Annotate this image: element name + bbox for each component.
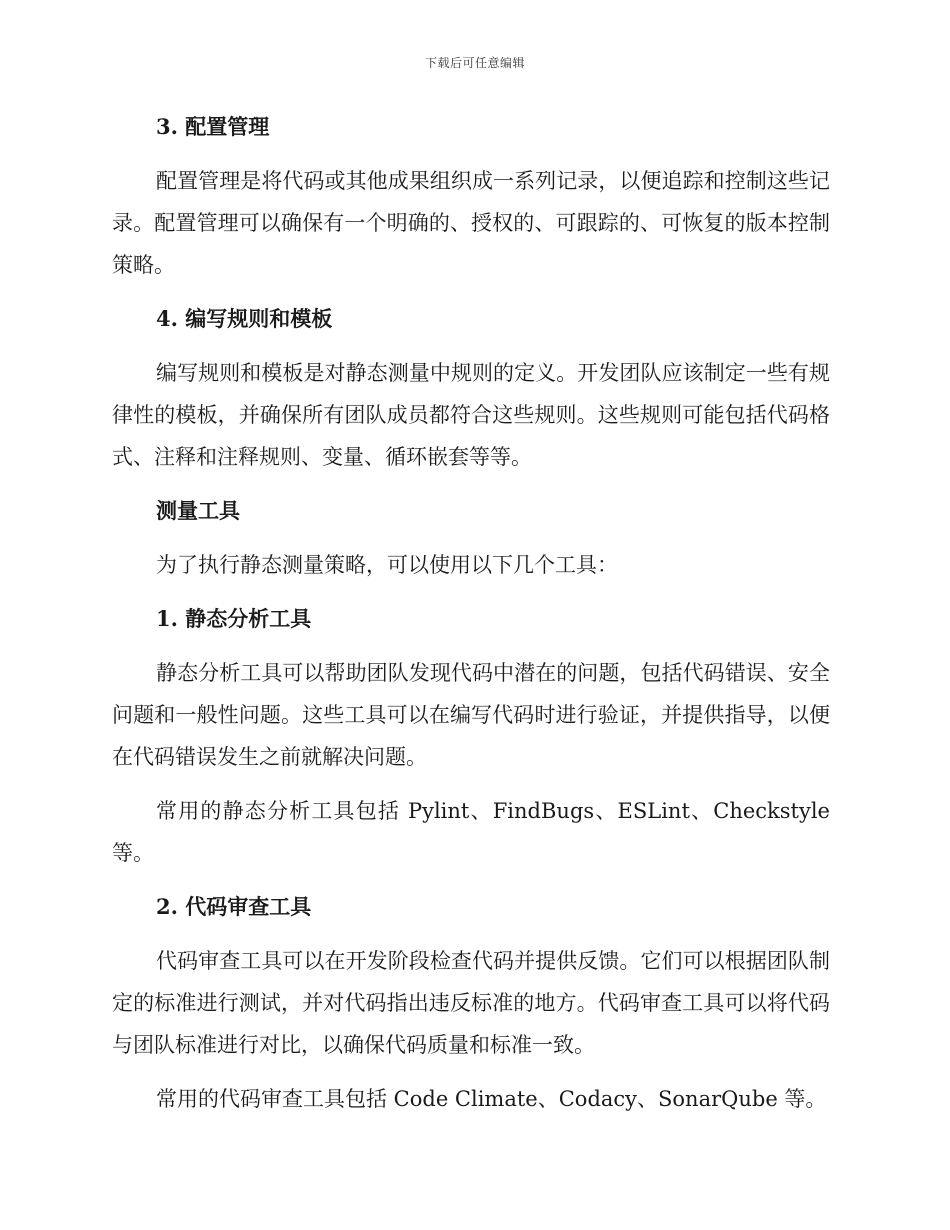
rules-heading: 4. 编写规则和模板 (156, 306, 333, 331)
config-heading: 3. 配置管理 (156, 114, 270, 139)
static-analysis-paragraph: 静态分析工具可以帮助团队发现代码中潜在的问题，包括代码错误、安全问题和一般性问题。这些工具可以在编写代码时进行验证，并提供指导，以便在代码错误发生之前就解决问题。 (112, 661, 830, 769)
tools-intro: 为了执行静态测量策略，可以使用以下几个工具： (156, 553, 618, 577)
document-body (112, 106, 830, 1120)
tools-heading: 测量工具 (156, 498, 240, 523)
config-paragraph: 配置管理是将代码或其他成果组织成一系列记录，以便追踪和控制这些记录。配置管理可以确保有一个明确的、授权的、可跟踪的、可恢复的版本控制策略。 (112, 169, 830, 277)
code-review-examples: 常用的代码审查工具包括 Code Climate、Codacy、SonarQube 等。 (156, 1087, 827, 1111)
header-note: 下载后可任意编辑 (424, 56, 525, 70)
static-analysis-examples: 常用的静态分析工具包括 Pylint、FindBugs、ESLint、Checkstyle 等。 (112, 799, 830, 865)
code-review-paragraph: 代码审查工具可以在开发阶段检查代码并提供反馈。它们可以根据团队制定的标准进行测试，并对代码指出违反标准的地方。代码审查工具可以将代码与团队标准进行对比，以确保代码质量和标准一致。 (112, 949, 830, 1057)
rules-paragraph: 编写规则和模板是对静态测量中规则的定义。开发团队应该制定一些有规律性的模板，并确保所有团队成员都符合这些规则。这些规则可能包括代码格式、注释和注释规则、变量、循环嵌套等等。 (112, 361, 830, 469)
code-review-heading: 2. 代码审查工具 (156, 894, 312, 919)
static-analysis-heading: 1. 静态分析工具 (156, 606, 312, 631)
